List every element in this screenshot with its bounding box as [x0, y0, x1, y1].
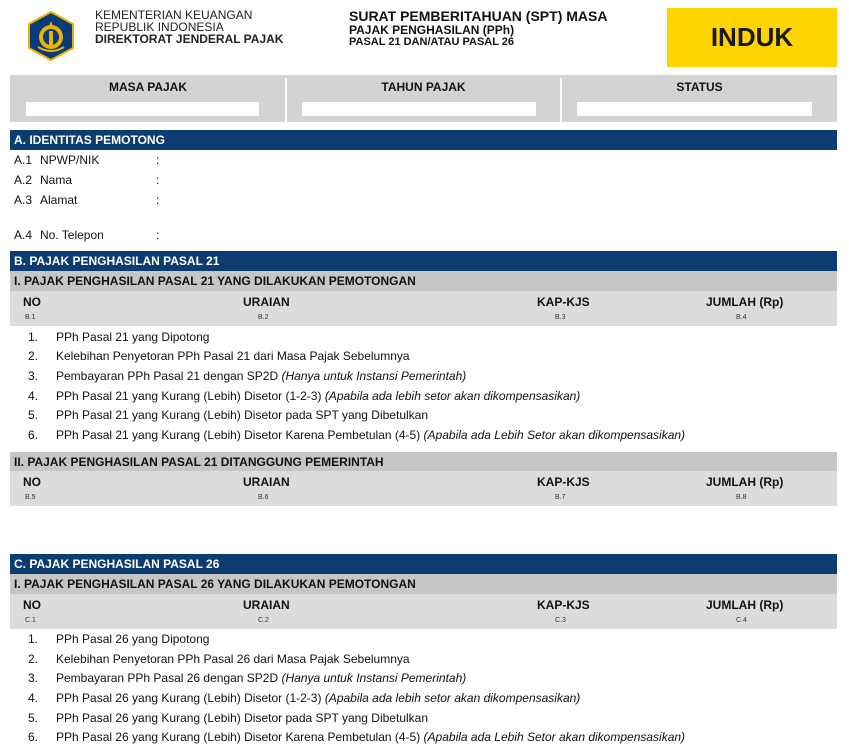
section-b-part2-columns [10, 471, 837, 506]
row-text: Kelebihan Penyetoran PPh Pasal 26 dari Masa Pajak Sebelumnya [56, 652, 410, 666]
section-b-part1-header: I. PAJAK PENGHASILAN PASAL 21 YANG DILAKUKAN PEMOTONGAN [10, 271, 837, 291]
column-jumlah: JUMLAH (Rp) [706, 295, 784, 309]
column-jumlah: JUMLAH (Rp) [706, 475, 784, 489]
row-text: Pembayaran PPh Pasal 26 dengan SP2D [56, 671, 282, 685]
section-c-part1-columns [10, 594, 837, 629]
column-kap: KAP-KJS [537, 598, 590, 612]
row-number: 5. [28, 711, 39, 725]
row-number: 3. [28, 369, 39, 383]
row-number: 4. [28, 389, 39, 403]
column-code: B.8 [736, 494, 747, 501]
field-code: A.4 [14, 228, 33, 242]
field-colon: : [156, 228, 160, 242]
row-text: PPh Pasal 26 yang Kurang (Lebih) Disetor (1-2-3) [56, 691, 325, 705]
table-row [28, 330, 209, 344]
column-no: NO [23, 295, 41, 309]
table-row [28, 428, 685, 442]
table-row [28, 408, 428, 422]
organization-block [95, 9, 283, 45]
masa-pajak-column [10, 75, 286, 122]
column-no: NO [23, 475, 41, 489]
row-text: Pembayaran PPh Pasal 21 dengan SP2D [56, 369, 282, 383]
row-note: (Apabila ada lebih setor akan dikompensasikan) [324, 691, 581, 705]
row-note: (Hanya untuk Instansi Pemerintah) [281, 369, 467, 383]
row-text: PPh Pasal 21 yang Kurang (Lebih) Disetor pada SPT yang Dibetulkan [56, 408, 429, 422]
column-code: C.1 [25, 617, 36, 624]
table-row [28, 632, 209, 646]
section-b-header: B. PAJAK PENGHASILAN PASAL 21 [10, 251, 837, 271]
section-b-part2-header: II. PAJAK PENGHASILAN PASAL 21 DITANGGUNG PEMERINTAH [10, 452, 837, 472]
column-code: B.6 [258, 494, 269, 501]
row-note: (Apabila ada Lebih Setor akan dikompensasikan) [423, 730, 686, 744]
row-number: 4. [28, 691, 39, 705]
section-c-part1-header: I. PAJAK PENGHASILAN PASAL 26 YANG DILAKUKAN PEMOTONGAN [10, 574, 837, 594]
row-note: (Apabila ada lebih setor akan dikompensasikan) [324, 389, 581, 403]
row-number: 6. [28, 428, 39, 442]
field-label: Alamat [40, 193, 78, 207]
table-row [28, 671, 466, 685]
table-row [28, 711, 428, 725]
title-line-2: PAJAK PENGHASILAN (PPh) [349, 23, 515, 37]
column-uraian: URAIAN [243, 295, 290, 309]
column-code: B.7 [555, 494, 566, 501]
table-row [28, 389, 580, 403]
title-line-3: PASAL 21 DAN/ATAU PASAL 26 [349, 36, 515, 48]
org-line-1: KEMENTERIAN KEUANGAN [95, 8, 253, 22]
status-field[interactable] [577, 102, 812, 116]
field-label: No. Telepon [40, 228, 104, 242]
row-text: PPh Pasal 26 yang Kurang (Lebih) Disetor pada SPT yang Dibetulkan [56, 711, 429, 725]
column-code: B.2 [258, 314, 269, 321]
table-row [28, 691, 580, 705]
field-code: A.2 [14, 173, 33, 187]
column-kap: KAP-KJS [537, 475, 590, 489]
induk-badge: INDUK [667, 8, 837, 67]
row-number: 2. [28, 652, 39, 666]
column-code: C.4 [736, 617, 747, 624]
org-line-3: DIREKTORAT JENDERAL PAJAK [95, 32, 284, 46]
row-number: 3. [28, 671, 39, 685]
row-note: (Hanya untuk Instansi Pemerintah) [281, 671, 467, 685]
column-uraian: URAIAN [243, 598, 290, 612]
masa-pajak-label: MASA PAJAK [108, 80, 187, 94]
row-text: PPh Pasal 21 yang Dipotong [56, 330, 210, 344]
field-label: NPWP/NIK [40, 153, 100, 167]
section-a-header: A. IDENTITAS PEMOTONG [10, 130, 837, 150]
field-colon: : [156, 173, 160, 187]
status-label: STATUS [676, 80, 723, 94]
row-number: 1. [28, 632, 39, 646]
table-row [28, 730, 685, 744]
column-code: B.3 [555, 314, 566, 321]
tahun-pajak-column [287, 75, 560, 122]
masa-pajak-field[interactable] [26, 102, 259, 116]
column-code: B.5 [25, 494, 36, 501]
tahun-pajak-label: TAHUN PAJAK [381, 80, 466, 94]
row-text: PPh Pasal 21 yang Kurang (Lebih) Disetor Karena Pembetulan (4-5) [56, 428, 424, 442]
table-row [28, 369, 466, 383]
field-label: Nama [40, 173, 73, 187]
column-code: B.4 [736, 314, 747, 321]
section-c-header: C. PAJAK PENGHASILAN PASAL 26 [10, 554, 837, 574]
tahun-pajak-field[interactable] [302, 102, 536, 116]
title-line-1: SURAT PEMBERITAHUAN (SPT) MASA [349, 8, 608, 24]
row-number: 1. [28, 330, 39, 344]
row-text: Kelebihan Penyetoran PPh Pasal 21 dari Masa Pajak Sebelumnya [56, 349, 410, 363]
column-code: C.2 [258, 617, 269, 624]
row-number: 6. [28, 730, 39, 744]
form-title [349, 9, 607, 48]
column-uraian: URAIAN [243, 475, 290, 489]
column-code: B.1 [25, 314, 36, 321]
row-note: (Apabila ada Lebih Setor akan dikompensasikan) [423, 428, 686, 442]
field-code: A.3 [14, 193, 33, 207]
column-code: C.3 [555, 617, 566, 624]
row-number: 2. [28, 349, 39, 363]
org-line-2: REPUBLIK INDONESIA [95, 20, 224, 34]
column-no: NO [23, 598, 41, 612]
field-code: A.1 [14, 153, 33, 167]
row-number: 5. [28, 408, 39, 422]
row-text: PPh Pasal 26 yang Dipotong [56, 632, 210, 646]
field-colon: : [156, 193, 160, 207]
status-column [562, 75, 837, 122]
kemenkeu-logo-icon [26, 11, 76, 61]
section-b-part1-columns [10, 291, 837, 326]
row-text: PPh Pasal 26 yang Kurang (Lebih) Disetor Karena Pembetulan (4-5) [56, 730, 424, 744]
row-text: PPh Pasal 21 yang Kurang (Lebih) Disetor (1-2-3) [56, 389, 325, 403]
period-strip [10, 75, 837, 122]
column-kap: KAP-KJS [537, 295, 590, 309]
table-row [28, 349, 410, 363]
field-colon: : [156, 153, 160, 167]
column-jumlah: JUMLAH (Rp) [706, 598, 784, 612]
table-row [28, 652, 410, 666]
